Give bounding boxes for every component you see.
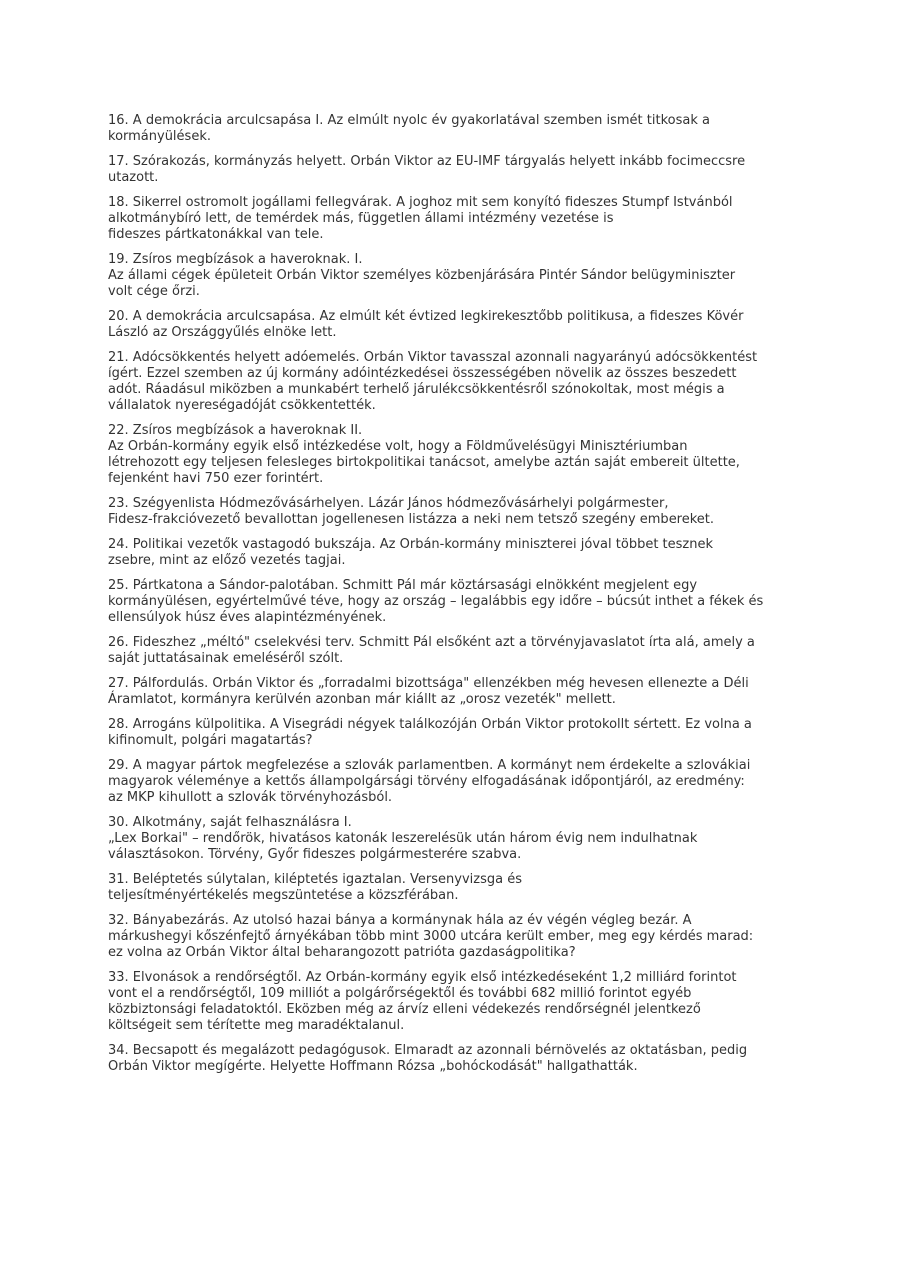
list-item-line: Áramlatot, kormányra kerülvén azonban már kiállt az „orosz vezeték" mellett. — [108, 692, 616, 707]
list-item-line: teljesítményértékelés megszüntetése a közszférában. — [108, 888, 459, 903]
list-item-27 — [108, 676, 798, 708]
list-item-29 — [108, 758, 798, 806]
list-item-line: vállalatok nyereségadóját csökkentették. — [108, 398, 376, 413]
list-item-23 — [108, 496, 798, 528]
list-item-line: 27. Pálfordulás. Orbán Viktor és „forradalmi bizottsága" ellenzékben még hevesen ellenezte a Déli — [108, 676, 749, 691]
list-item-line: az MKP kihullott a szlovák törvényhozásból. — [108, 790, 393, 805]
list-item-line: 34. Becsapott és megalázott pedagógusok. Elmaradt az azonnali bérnövelés az oktatásban, pedig — [108, 1043, 748, 1058]
list-item-16 — [108, 113, 798, 145]
list-item-line: magyarok véleménye a kettős állampolgársági törvény elfogadásának időpontjáról, az eredmény: — [108, 774, 745, 789]
list-item-line: 26. Fideszhez „méltó" cselekvési terv. Schmitt Pál elsőként azt a törvényjavaslatot írta alá, amely a — [108, 635, 755, 650]
list-item-28 — [108, 717, 798, 749]
list-item-line: 28. Arrogáns külpolitika. A Visegrádi négyek találkozóján Orbán Viktor protokollt sértett. Ez volna a — [108, 717, 752, 732]
list-item-line: kormányülések. — [108, 129, 211, 144]
document-page — [108, 113, 798, 1084]
list-item-line: utazott. — [108, 170, 159, 185]
list-item-31 — [108, 872, 798, 904]
list-item-line: saját juttatásainak emeléséről szólt. — [108, 651, 344, 666]
list-item-line: kifinomult, polgári magatartás? — [108, 733, 313, 748]
list-item-line: 22. Zsíros megbízások a haveroknak II. — [108, 423, 363, 438]
list-item-line: 31. Beléptetés súlytalan, kiléptetés igaztalan. Versenyvizsga és — [108, 872, 522, 887]
list-item-21 — [108, 350, 798, 414]
list-item-line: 29. A magyar pártok megfelezése a szlovák parlamentben. A kormányt nem érdekelte a szlovákiai — [108, 758, 751, 773]
list-item-line: ellensúlyok húsz éves alapintézményének. — [108, 610, 387, 625]
list-item-line: 33. Elvonások a rendőrségtől. Az Orbán-kormány egyik első intézkedéseként 1,2 milliárd forintot — [108, 970, 737, 985]
list-item-line: adót. Ráadásul miközben a munkabért terhelő járulékcsökkentésről szónokoltak, most mégis a — [108, 382, 725, 397]
list-item-line: alkotmánybíró lett, de temérdek más, független állami intézmény vezetése is — [108, 211, 614, 226]
list-item-22 — [108, 423, 798, 487]
list-item-line: 21. Adócsökkentés helyett adóemelés. Orbán Viktor tavasszal azonnali nagyarányú adócsökkentést — [108, 350, 758, 365]
list-item-line: volt cége őrzi. — [108, 284, 200, 299]
list-item-line: László az Országgyűlés elnöke lett. — [108, 325, 337, 340]
list-item-33 — [108, 970, 798, 1034]
list-item-line: 17. Szórakozás, kormányzás helyett. Orbán Viktor az EU-IMF tárgyalás helyett inkább focimeccsre — [108, 154, 746, 169]
list-item-17 — [108, 154, 798, 186]
list-item-line: Fidesz-frakcióvezető bevallottan jogellenesen listázza a neki nem tetsző szegény embereket. — [108, 512, 715, 527]
list-item-line: márkushegyi kőszénfejtő árnyékában több mint 3000 utcára került ember, meg egy kérdés marad: — [108, 929, 754, 944]
list-item-line: 25. Pártkatona a Sándor-palotában. Schmitt Pál már köztársasági elnökként megjelent egy — [108, 578, 698, 593]
list-item-line: vont el a rendőrségtől, 109 milliót a polgárőrségektől és további 682 millió forintot egyéb — [108, 986, 692, 1001]
list-item-line: Az állami cégek épületeit Orbán Viktor személyes közbenjárására Pintér Sándor belügyminiszter — [108, 268, 736, 283]
list-item-line: Az Orbán-kormány egyik első intézkedése volt, hogy a Földművelésügyi Minisztériumban — [108, 439, 688, 454]
list-item-line: létrehozott egy teljesen felesleges birtokpolitikai tanácsot, amelybe aztán saját embereit ültette, — [108, 455, 740, 470]
list-item-line: 23. Szégyenlista Hódmezővásárhelyen. Lázár János hódmezővásárhelyi polgármester, — [108, 496, 669, 511]
list-item-20 — [108, 309, 798, 341]
list-item-25 — [108, 578, 798, 626]
list-item-line: 30. Alkotmány, saját felhasználásra I. — [108, 815, 352, 830]
list-item-line: fideszes pártkatonákkal van tele. — [108, 227, 324, 242]
list-item-line: 20. A demokrácia arculcsapása. Az elmúlt két évtized legkirekesztőbb politikusa, a fideszes Kövér — [108, 309, 744, 324]
list-item-30 — [108, 815, 798, 863]
list-item-line: fejenként havi 750 ezer forintért. — [108, 471, 324, 486]
list-item-line: zsebre, mint az előző vezetés tagjai. — [108, 553, 346, 568]
list-item-26 — [108, 635, 798, 667]
list-item-line: választásokon. Törvény, Győr fideszes polgármesterére szabva. — [108, 847, 522, 862]
list-item-line: „Lex Borkai" – rendőrök, hivatásos katonák leszerelésük után három évig nem indulhatnak — [108, 831, 698, 846]
list-item-line: 32. Bányabezárás. Az utolsó hazai bánya a kormánynak hála az év végén végleg bezár. A — [108, 913, 692, 928]
list-item-line: közbiztonsági feladatoktól. Eközben még az árvíz elleni védekezés rendőrségnél jelentkező — [108, 1002, 701, 1017]
list-item-19 — [108, 252, 798, 300]
list-item-line: Orbán Viktor megígérte. Helyette Hoffmann Rózsa „bohóckodását" hallgathatták. — [108, 1059, 638, 1074]
list-item-line: költségeit sem térítette meg maradéktalanul. — [108, 1018, 405, 1033]
list-item-line: kormányülésen, egyértelművé téve, hogy az ország – legalábbis egy időre – búcsút inthet a fékek és — [108, 594, 764, 609]
list-item-line: 16. A demokrácia arculcsapása I. Az elmúlt nyolc év gyakorlatával szemben ismét titkosak a — [108, 113, 710, 128]
list-item-line: ígért. Ezzel szemben az új kormány adóintézkedései összességében növelik az összes beszedett — [108, 366, 737, 381]
list-item-18 — [108, 195, 798, 243]
list-item-line: ez volna az Orbán Viktor által beharangozott patrióta gazdaságpolitika? — [108, 945, 576, 960]
list-item-34 — [108, 1043, 798, 1075]
list-item-32 — [108, 913, 798, 961]
list-item-line: 18. Sikerrel ostromolt jogállami fellegvárak. A joghoz mit sem konyító fideszes Stumpf Istvánból — [108, 195, 733, 210]
list-item-line: 19. Zsíros megbízások a haveroknak. I. — [108, 252, 363, 267]
list-item-line: 24. Politikai vezetők vastagodó bukszája. Az Orbán-kormány miniszterei jóval többet tesznek — [108, 537, 714, 552]
list-item-24 — [108, 537, 798, 569]
